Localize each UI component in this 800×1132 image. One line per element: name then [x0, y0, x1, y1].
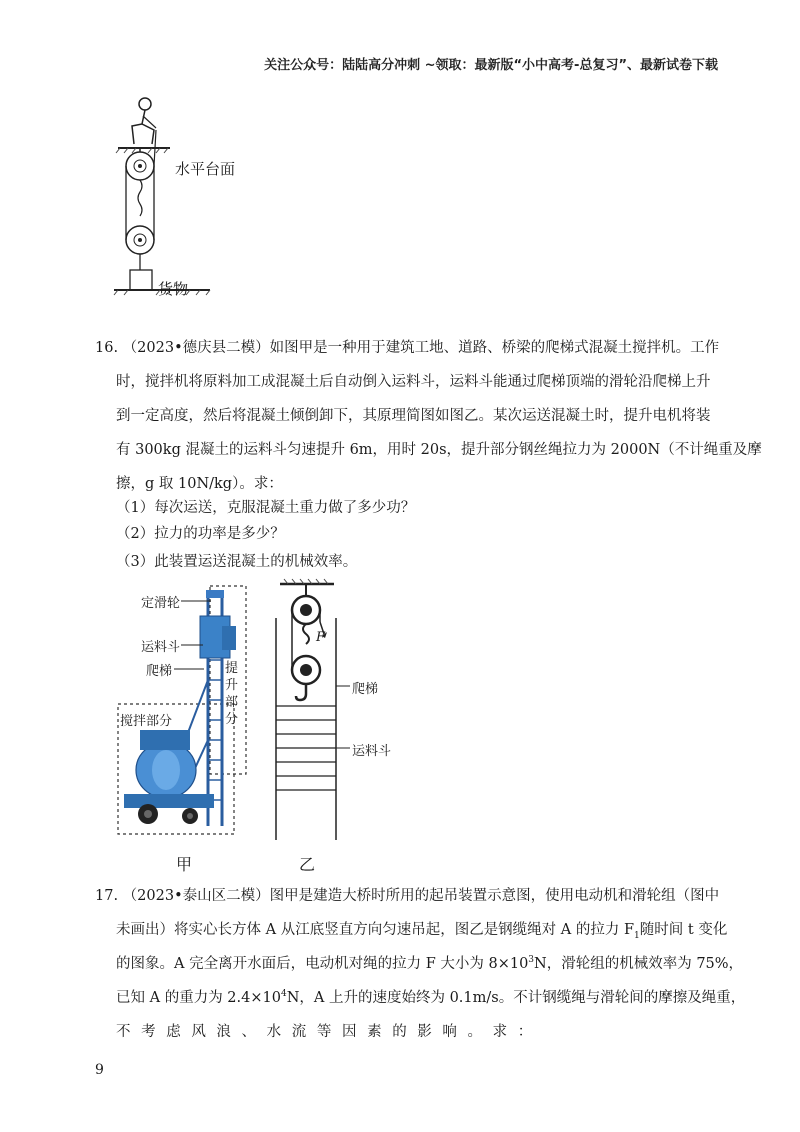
q16-line-3: 到一定高度，然后将混凝土倾倒卸下，其原理简图如图乙。某次运送混凝土时，提升电机将装: [116, 408, 711, 424]
label-ladder-yi: 爬梯: [352, 682, 379, 697]
q16-line-2: 时，搅拌机将原料加工成混凝土后自动倒入运料斗，运料斗能通过爬梯顶端的滑轮沿爬梯上升: [116, 374, 711, 390]
q17-line-1: 17. （2023•泰山区二模）图甲是建造大桥时所用的起吊装置示意图，使用电动机和滑轮组（图中: [95, 888, 720, 904]
person-head-icon: [139, 98, 151, 110]
q16-line-1: 16. （2023•德庆县二模）如图甲是一种用于建筑工地、道路、桥梁的爬梯式混凝土搅拌机。工作: [95, 340, 720, 356]
caption-yi: 乙: [299, 855, 316, 874]
page-header: 关注公众号：陆陆高分冲刺 ~领取：最新版“小中高考-总复习”、最新试卷下载: [264, 58, 718, 73]
label-fixed-pulley: 定滑轮: [141, 596, 181, 611]
q16-sub-1: （1）每次运送，克服混凝土重力做了多少功？: [116, 500, 416, 516]
label-bucket-jia: 运料斗: [141, 640, 181, 655]
q17-line-4: 已知 A 的重力为 $2.4\times 10^4N$，A 上升的速度始终为 0.1m/s。不计钢缆绳与滑轮间的摩擦及绳重，: [116, 989, 746, 1006]
label-bucket-yi: 运料斗: [352, 744, 392, 759]
caption-jia: 甲: [176, 855, 193, 874]
q16-line-5: 擦，g 取 10N/kg）。求：: [116, 476, 283, 492]
label-lift-part: 提升部分: [225, 661, 239, 727]
q16-line-4: 有 300kg 混凝土的运料斗匀速提升 6m，用时 20s，提升部分钢丝绳拉力为 2000N（不计绳重及摩: [116, 442, 762, 458]
schematic-figure: [270, 578, 370, 840]
q16-sub-2: （2）拉力的功率是多少？: [116, 526, 285, 542]
q17-line-5: 不 考 虑 风 浪 、 水 流 等 因 素 的 影 响 。 求 ：: [116, 1024, 536, 1040]
pulley-figure-top: [110, 90, 260, 310]
q17-line-3: 的图象。A 完全离开水面后，电动机对绳的拉力 F 大小为 $8\times 10^3N$，滑轮组的机械效率为 75%，: [116, 955, 744, 972]
q16-sub-3: （3）此装置运送混凝土的机械效率。: [116, 554, 358, 570]
label-platform: 水平台面: [175, 160, 236, 178]
label-mixer-part: 搅拌部分: [120, 714, 173, 729]
label-force-f: F: [316, 630, 326, 645]
label-goods: 货物: [158, 280, 189, 298]
q17-line-2: 未画出）将实心长方体 A 从江底竖直方向匀速吊起，图乙是钢缆绳对 A 的拉力 $F_1$随时间 t 变化: [116, 922, 728, 941]
page-number: 9: [95, 1062, 104, 1078]
label-ladder-jia: 爬梯: [146, 664, 173, 679]
